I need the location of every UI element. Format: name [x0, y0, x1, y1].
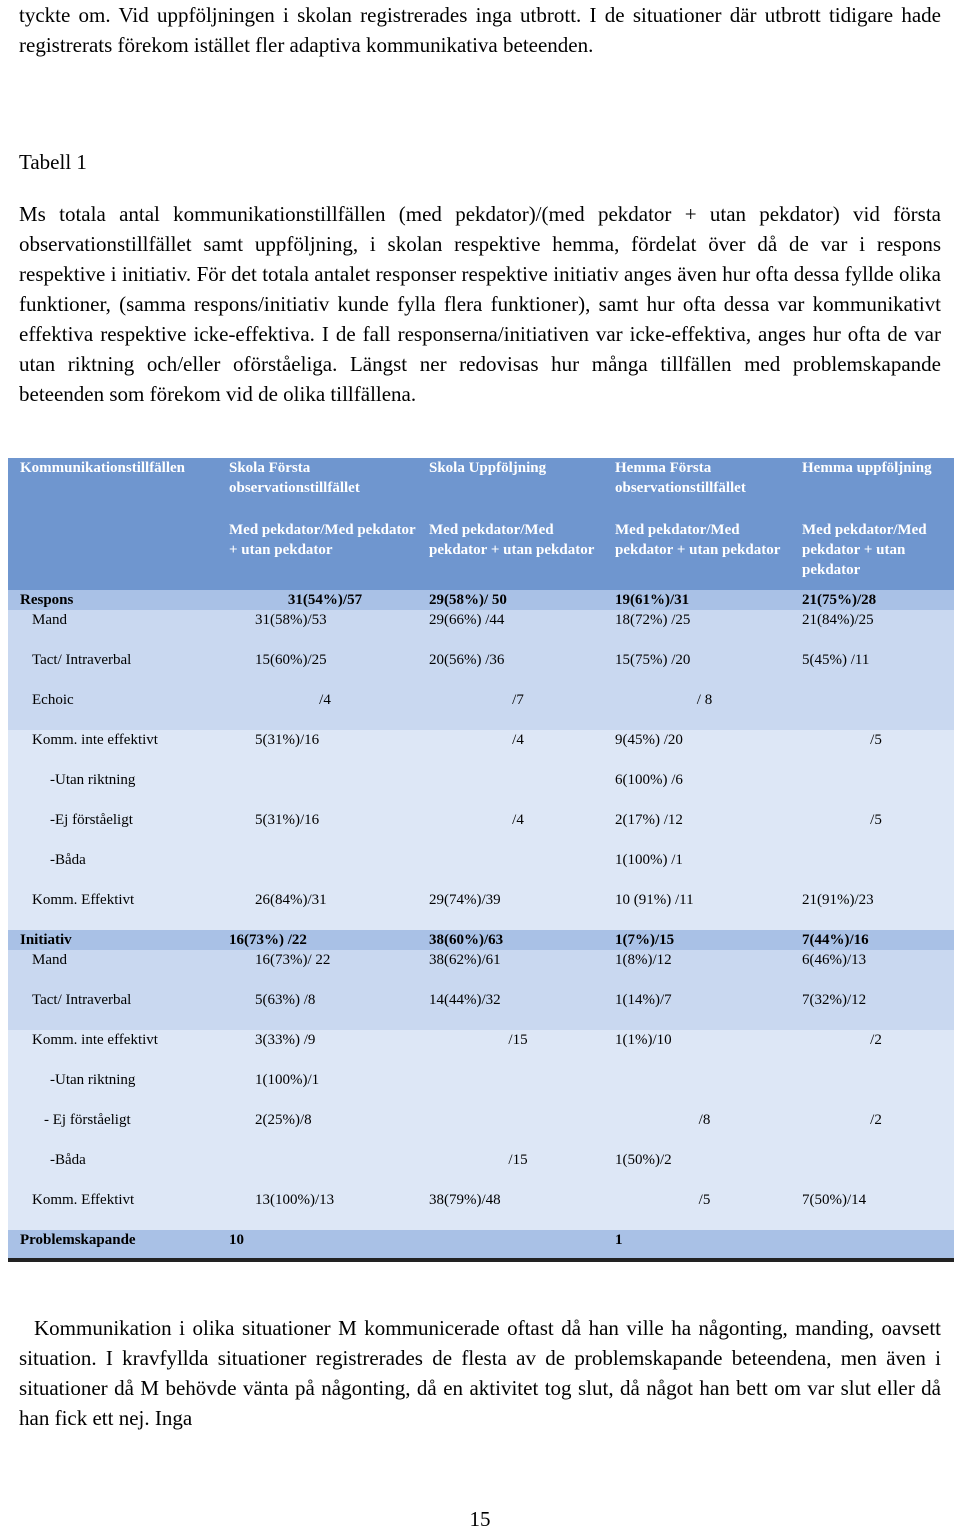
- table-cell: 15(60%)/25: [225, 650, 425, 690]
- table-cell: 1: [611, 1230, 798, 1260]
- row-label: Komm. inte effektivt: [8, 730, 225, 770]
- table-header-row: [8, 458, 954, 518]
- table-caption-title: Tabell 1: [19, 150, 87, 174]
- table-cell: [798, 1070, 954, 1110]
- table-cell: [798, 1150, 954, 1190]
- table-cell: 26(84%)/31: [225, 890, 425, 930]
- table-row: [8, 590, 954, 610]
- row-label: Respons: [8, 590, 225, 610]
- table-cell: 29(66%) /44: [425, 610, 611, 650]
- table-cell: [225, 850, 425, 890]
- table-cell: [798, 770, 954, 810]
- table-cell: 31(54%)/57: [225, 590, 425, 610]
- table-cell: 38(79%)/48: [425, 1190, 611, 1230]
- header-cell: Kommunikationstillfällen: [8, 458, 225, 518]
- row-label: -Båda: [8, 1150, 225, 1190]
- table-cell: /15: [425, 1150, 611, 1190]
- table-subheader-row: [8, 518, 954, 590]
- table-cell: 31(58%)/53: [225, 610, 425, 650]
- table-cell: / 8: [611, 690, 798, 730]
- results-table: [8, 458, 954, 1262]
- table-cell: [425, 1110, 611, 1150]
- table-cell: 1(100%) /1: [611, 850, 798, 890]
- table-cell: 21(84%)/25: [798, 610, 954, 650]
- table-cell: [425, 1070, 611, 1110]
- table-cell: 2(25%)/8: [225, 1110, 425, 1150]
- table-cell: 9(45%) /20: [611, 730, 798, 770]
- table-row: [8, 1030, 954, 1070]
- table-cell: 7(32%)/12: [798, 990, 954, 1030]
- table-row: [8, 770, 954, 810]
- table-row: [8, 990, 954, 1030]
- table-cell: [425, 1230, 611, 1260]
- table-cell: [425, 770, 611, 810]
- subheader-cell: Med pekdator/Med pekdator + utan pekdator: [225, 518, 425, 590]
- subheader-cell: Med pekdator/Med pekdator + utan pekdator: [611, 518, 798, 590]
- table-cell: /7: [425, 690, 611, 730]
- table-cell: 7(50%)/14: [798, 1190, 954, 1230]
- row-label: -Båda: [8, 850, 225, 890]
- table-cell: 1(1%)/10: [611, 1030, 798, 1070]
- table-row: [8, 730, 954, 770]
- subheader-cell: [8, 518, 225, 590]
- table-cell: 1(100%)/1: [225, 1070, 425, 1110]
- table-row: [8, 810, 954, 850]
- table-cell: 18(72%) /25: [611, 610, 798, 650]
- table-cell: /4: [425, 730, 611, 770]
- table-cell: 21(91%)/23: [798, 890, 954, 930]
- header-cell: Skola Första observationstillfället: [225, 458, 425, 518]
- row-label: - Ej förståeligt: [8, 1110, 225, 1150]
- row-label: Mand: [8, 950, 225, 990]
- table-row: [8, 610, 954, 650]
- table-row: [8, 950, 954, 990]
- table-cell: 5(45%) /11: [798, 650, 954, 690]
- table-row: [8, 650, 954, 690]
- table-cell: [225, 1150, 425, 1190]
- table-cell: 21(75%)/28: [798, 590, 954, 610]
- table-row: [8, 1150, 954, 1190]
- table-cell: 1(14%)/7: [611, 990, 798, 1030]
- table-cell: 14(44%)/32: [425, 990, 611, 1030]
- table-row: [8, 1190, 954, 1230]
- table-cell: 7(44%)/16: [798, 930, 954, 950]
- row-label: Komm. inte effektivt: [8, 1030, 225, 1070]
- table-cell: /8: [611, 1110, 798, 1150]
- table-row: [8, 930, 954, 950]
- row-label: -Ej förståeligt: [8, 810, 225, 850]
- table-cell: 5(31%)/16: [225, 730, 425, 770]
- table-cell: /2: [798, 1030, 954, 1070]
- table-cell: [225, 770, 425, 810]
- subheader-cell: Med pekdator/Med pekdator + utan pekdator: [425, 518, 611, 590]
- row-label: Tact/ Intraverbal: [8, 650, 225, 690]
- table-row: [8, 1110, 954, 1150]
- table-row: [8, 850, 954, 890]
- table-cell: /4: [425, 810, 611, 850]
- table-row: [8, 690, 954, 730]
- table-cell: 1(7%)/15: [611, 930, 798, 950]
- table-cell: [798, 850, 954, 890]
- table-cell: 16(73%) /22: [225, 930, 425, 950]
- header-cell: Hemma Första observationstillfället: [611, 458, 798, 518]
- table-cell: 16(73%)/ 22: [225, 950, 425, 990]
- table-cell: 6(100%) /6: [611, 770, 798, 810]
- header-cell: Hemma uppföljning: [798, 458, 954, 518]
- row-label: Initiativ: [8, 930, 225, 950]
- table-cell: /5: [611, 1190, 798, 1230]
- table-cell: 29(58%)/ 50: [425, 590, 611, 610]
- table-cell: 5(63%) /8: [225, 990, 425, 1030]
- header-cell: Skola Uppföljning: [425, 458, 611, 518]
- table-cell: 10: [225, 1230, 425, 1260]
- table-cell: 1(8%)/12: [611, 950, 798, 990]
- row-label: Mand: [8, 610, 225, 650]
- table-cell: 1(50%)/2: [611, 1150, 798, 1190]
- table-cell: 13(100%)/13: [225, 1190, 425, 1230]
- subheader-cell: Med pekdator/Med pekdator + utan pekdator: [798, 518, 954, 590]
- row-label: Tact/ Intraverbal: [8, 990, 225, 1030]
- table-row: [8, 890, 954, 930]
- table-cell: /5: [798, 730, 954, 770]
- row-label: Problemskapande: [8, 1230, 225, 1260]
- table-cell: [798, 690, 954, 730]
- table-cell: /15: [425, 1030, 611, 1070]
- table-cell: 10 (91%) /11: [611, 890, 798, 930]
- row-label: -Utan riktning: [8, 1070, 225, 1110]
- table-cell: 38(62%)/61: [425, 950, 611, 990]
- table-cell: 38(60%)/63: [425, 930, 611, 950]
- table-cell: [798, 1230, 954, 1260]
- table-cell: [425, 850, 611, 890]
- table-cell: 15(75%) /20: [611, 650, 798, 690]
- row-label: -Utan riktning: [8, 770, 225, 810]
- table-row: [8, 1230, 954, 1260]
- table-cell: [611, 1070, 798, 1110]
- row-label: Komm. Effektivt: [8, 1190, 225, 1230]
- row-label: Komm. Effektivt: [8, 890, 225, 930]
- table-cell: /4: [225, 690, 425, 730]
- outro-paragraph: Kommunikation i olika situationer M kommunicerade oftast då han ville ha någonting, manding, oavsett situation. I kravfyllda situationer registrerades de flesta av de problemskapande beteendena, men även i situationer då M behövde vänta på någonting, då en aktivitet tog slut, då något han bett om var slut eller då han fick ett nej. Inga: [19, 1316, 941, 1430]
- table-cell: /2: [798, 1110, 954, 1150]
- page-number: 15: [469, 1507, 491, 1531]
- table-cell: 2(17%) /12: [611, 810, 798, 850]
- table-cell: 6(46%)/13: [798, 950, 954, 990]
- table-cell: 5(31%)/16: [225, 810, 425, 850]
- table-row: [8, 1070, 954, 1110]
- table-caption-text: Ms totala antal kommunikationstillfällen (med pekdator)/(med pekdator + utan pekdator) vid första observationstillfället samt uppföljning, i skolan respektive hemma, fördelat över då de var i respons respektive i initiativ. För det totala antalet responser respektive initiativ anges även hur ofta dessa fyllde olika funktioner, (samma respons/initiativ kunde fylla flera funktioner), samt hur ofta dessa var kommunikativt effektiva respektive icke-effektiva. I de fall responserna/initiativen var icke-effektiva, anges hur ofta de var utan riktning och/eller oförståeliga. Längst ner redovisas hur många tillfällen med problemskapande beteenden som förekom vid de olika tillfällena.: [19, 202, 941, 406]
- row-label: Echoic: [8, 690, 225, 730]
- table-cell: /5: [798, 810, 954, 850]
- table-cell: 19(61%)/31: [611, 590, 798, 610]
- table-cell: 20(56%) /36: [425, 650, 611, 690]
- table-cell: 29(74%)/39: [425, 890, 611, 930]
- intro-paragraph: tyckte om. Vid uppföljningen i skolan registrerades inga utbrott. I de situationer där utbrott tidigare hade registrerats förekom istället fler adaptiva kommunikativa beteenden.: [19, 3, 941, 57]
- table-cell: 3(33%) /9: [225, 1030, 425, 1070]
